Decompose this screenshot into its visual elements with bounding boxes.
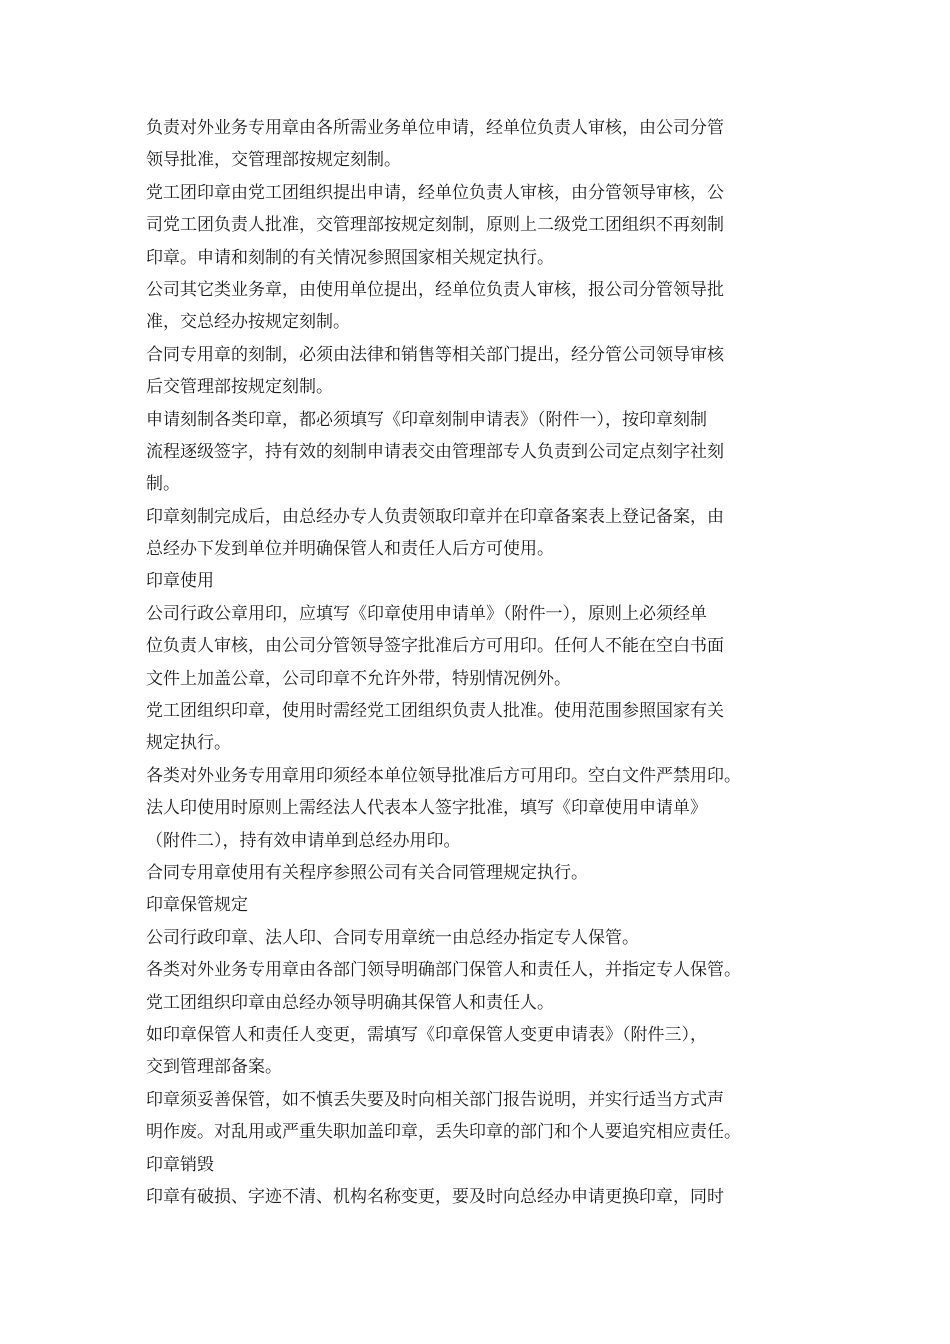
text-line: 规定执行。: [146, 733, 231, 754]
section-heading: [146, 1149, 816, 1181]
paragraph: [146, 695, 816, 760]
text-line: 交到管理部备案。: [146, 1057, 282, 1078]
text-line: 印章须妥善保管，如不慎丢失要及时向相关部门报告说明，并实行适当方式声: [146, 1089, 724, 1110]
text-line: 制。: [146, 474, 180, 495]
paragraph: [146, 1181, 816, 1213]
text-line: 司党工团负责人批准，交管理部按规定刻制，原则上二级党工团组织不再刻制: [146, 215, 724, 236]
section-heading: [146, 889, 816, 921]
paragraph: [146, 339, 816, 404]
text-line: 印章有破损、字迹不清、机构名称变更，要及时向总经办申请更换印章，同时: [146, 1186, 724, 1207]
text-line: 后交管理部按规定刻制。: [146, 377, 333, 398]
text-line: 党工团组织印章，使用时需经党工团组织负责人批准。使用范围参照国家有关: [146, 701, 724, 722]
paragraph: [146, 922, 816, 954]
paragraph: [146, 987, 816, 1019]
text-line: 总经办下发到单位并明确保管人和责任人后方可使用。: [146, 539, 554, 560]
text-line: 印章销毁: [146, 1154, 214, 1175]
text-line: 流程逐级签字，持有效的刻制申请表交由管理部专人负责到公司定点刻字社刻: [146, 441, 724, 462]
paragraph: [146, 792, 816, 857]
text-line: 印章使用: [146, 571, 214, 592]
text-line: 合同专用章的刻制，必须由法律和销售等相关部门提出，经分管公司领导审核: [146, 344, 724, 365]
paragraph: [146, 177, 816, 274]
text-line: 公司行政公章用印，应填写《印章使用申请单》（附件一），原则上必须经单: [146, 603, 707, 624]
text-line: 各类对外业务专用章用印须经本单位领导批准后方可用印。空白文件严禁用印。: [146, 765, 741, 786]
paragraph: [146, 112, 816, 177]
document-body: [146, 112, 816, 1213]
paragraph: [146, 274, 816, 339]
text-line: 印章。申请和刻制的有关情况参照国家相关规定执行。: [146, 247, 554, 268]
text-line: 公司行政印章、法人印、合同专用章统一由总经办指定专人保管。: [146, 927, 639, 948]
text-line: 公司其它类业务章，由使用单位提出，经单位负责人审核，报公司分管领导批: [146, 279, 724, 300]
text-line: 明作废。对乱用或严重失职加盖印章，丢失印章的部门和个人要追究相应责任。: [146, 1122, 741, 1143]
text-line: 如印章保管人和责任人变更，需填写《印章保管人变更申请表》（附件三），: [146, 1024, 707, 1045]
paragraph: [146, 857, 816, 889]
text-line: 领导批准，交管理部按规定刻制。: [146, 150, 401, 171]
paragraph: [146, 954, 816, 986]
paragraph: [146, 404, 816, 501]
paragraph: [146, 501, 816, 566]
text-line: 文件上加盖公章，公司印章不允许外带，特别情况例外。: [146, 668, 571, 689]
text-line: 合同专用章使用有关程序参照公司有关合同管理规定执行。: [146, 862, 588, 883]
text-line: 准，交总经办按规定刻制。: [146, 312, 350, 333]
paragraph: [146, 1019, 816, 1084]
paragraph: [146, 1084, 816, 1149]
text-line: 申请刻制各类印章，都必须填写《印章刻制申请表》（附件一），按印章刻制: [146, 409, 707, 430]
text-line: （附件二），持有效申请单到总经办用印。: [146, 830, 461, 851]
text-line: 位负责人审核，由公司分管领导签字批准后方可用印。任何人不能在空白书面: [146, 636, 724, 657]
paragraph: [146, 760, 816, 792]
text-line: 党工团组织印章由总经办领导明确其保管人和责任人。: [146, 992, 554, 1013]
section-heading: [146, 565, 816, 597]
text-line: 印章刻制完成后，由总经办专人负责领取印章并在印章备案表上登记备案，由: [146, 506, 724, 527]
text-line: 印章保管规定: [146, 895, 248, 916]
paragraph: [146, 598, 816, 695]
text-line: 法人印使用时原则上需经法人代表本人签字批准，填写《印章使用申请单》: [146, 798, 707, 819]
text-line: 各类对外业务专用章由各部门领导明确部门保管人和责任人，并指定专人保管。: [146, 960, 741, 981]
text-line: 党工团印章由党工团组织提出申请，经单位负责人审核，由分管领导审核，公: [146, 182, 724, 203]
text-line: 负责对外业务专用章由各所需业务单位申请，经单位负责人审核，由公司分管: [146, 118, 724, 138]
